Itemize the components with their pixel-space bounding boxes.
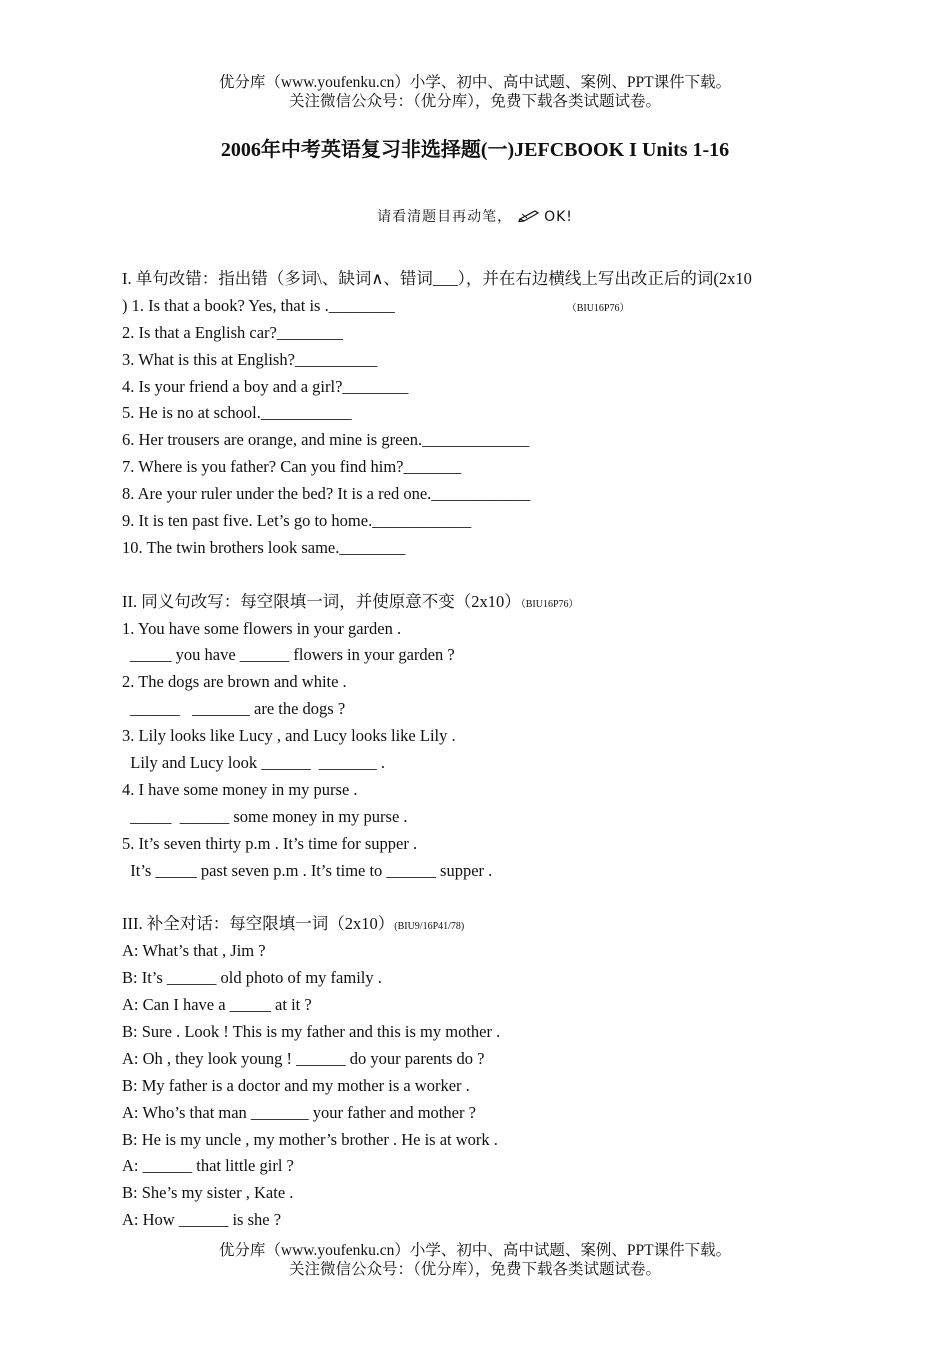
footer-line-1: 优分库（www.youfenku.cn）小学、初中、高中试题、案例、PPT课件下载。: [218, 1242, 732, 1259]
section-1-item-10: 10. The twin brothers look same.________: [122, 537, 406, 557]
section-1-item-2: 2. Is that a English car?________: [122, 322, 343, 342]
section-1-item-1: ) 1. Is that a book? Yes, that is .________ （BIU16P76）: [122, 293, 832, 320]
dialogue-line: A: Who’s that man _______ your father and mother ?: [122, 1102, 476, 1122]
section-2-line: 4. I have some money in my purse .: [122, 779, 358, 799]
section-1-item-4: 4. Is your friend a boy and a girl?________: [122, 376, 409, 396]
section-2-line: 5. It’s seven thirty p.m . It’s time for supper .: [122, 833, 418, 853]
footer-line-2: 关注微信公众号：（优分库），免费下载各类试题试卷。: [288, 1261, 661, 1278]
notice: [0, 206, 950, 226]
pen-icon: [518, 208, 540, 226]
section-1-item-5: 5. He is no at school.___________: [122, 403, 352, 423]
section-1-heading: I. 单句改错：指出错（多词\、缺词∧、错词___），并在右边横线上写出改正后的词(2x10: [122, 269, 752, 288]
dialogue-line: A: ______ that little girl ?: [122, 1156, 294, 1176]
section-2-reference: （BIU16P76）: [520, 598, 579, 610]
notice-text: 请看清题目再动笔，: [377, 209, 513, 225]
item-1-reference: （BIU16P76）: [566, 302, 630, 314]
section-2-line: 3. Lily looks like Lucy , and Lucy looks like Lily .: [122, 726, 456, 746]
notice-ok: OK!: [544, 209, 573, 225]
section-1-item-9: 9. It is ten past five. Let’s go to home.____________: [122, 511, 472, 531]
dialogue-line: A: How ______ is she ?: [122, 1210, 282, 1230]
dialogue-line: B: Sure . Look ! This is my father and this is my mother .: [122, 1021, 501, 1041]
section-3-reference: (BIU9/16P41/78): [394, 921, 465, 933]
header-line-1: 优分库（www.youfenku.cn）小学、初中、高中试题、案例、PPT课件下载。: [218, 74, 732, 91]
dialogue-line: B: It’s ______ old photo of my family .: [122, 968, 382, 988]
section-2-line: 2. The dogs are brown and white .: [122, 672, 347, 692]
dialogue-line: B: She’s my sister , Kate .: [122, 1183, 294, 1203]
section-1-item-3: 3. What is this at English?__________: [122, 349, 378, 369]
section-2-line: ______ _______ are the dogs ?: [122, 699, 346, 719]
page-header: [0, 73, 950, 111]
section-1-item-6: 6. Her trousers are orange, and mine is green._____________: [122, 430, 530, 450]
section-2-heading: II. 同义句改写：每空限填一词，并使原意不变（2x10）（BIU16P76）: [122, 591, 579, 611]
dialogue-line: B: My father is a doctor and my mother is a worker .: [122, 1075, 470, 1095]
dialogue-line: A: Oh , they look young ! ______ do your parents do ?: [122, 1048, 485, 1068]
dialogue-line: A: What’s that , Jim ?: [122, 941, 266, 961]
section-2-line: 1. You have some flowers in your garden .: [122, 618, 402, 638]
page-title: 2006年中考英语复习非选择题(一)JEFCBOOK I Units 1-16: [220, 139, 730, 161]
header-line-2: 关注微信公众号：（优分库），免费下载各类试题试卷。: [288, 93, 661, 110]
section-2-line: Lily and Lucy look ______ _______ .: [122, 753, 386, 773]
section-2-line: It’s _____ past seven p.m . It’s time to ______ supper .: [122, 860, 493, 880]
dialogue-line: B: He is my uncle , my mother’s brother . He is at work .: [122, 1129, 498, 1149]
section-1-item-7: 7. Where is you father? Can you find him?_______: [122, 457, 462, 477]
section-1-item-8: 8. Are your ruler under the bed? It is a red one.____________: [122, 484, 531, 504]
section-3-heading: III. 补全对话：每空限填一词（2x10）(BIU9/16P41/78): [122, 914, 465, 934]
exercise-content: [122, 266, 832, 1234]
section-2-line: _____ you have ______ flowers in your garden ?: [122, 645, 455, 665]
section-2-line: _____ ______ some money in my purse .: [122, 806, 408, 826]
dialogue-line: A: Can I have a _____ at it ?: [122, 995, 312, 1015]
page-footer: [0, 1241, 950, 1279]
